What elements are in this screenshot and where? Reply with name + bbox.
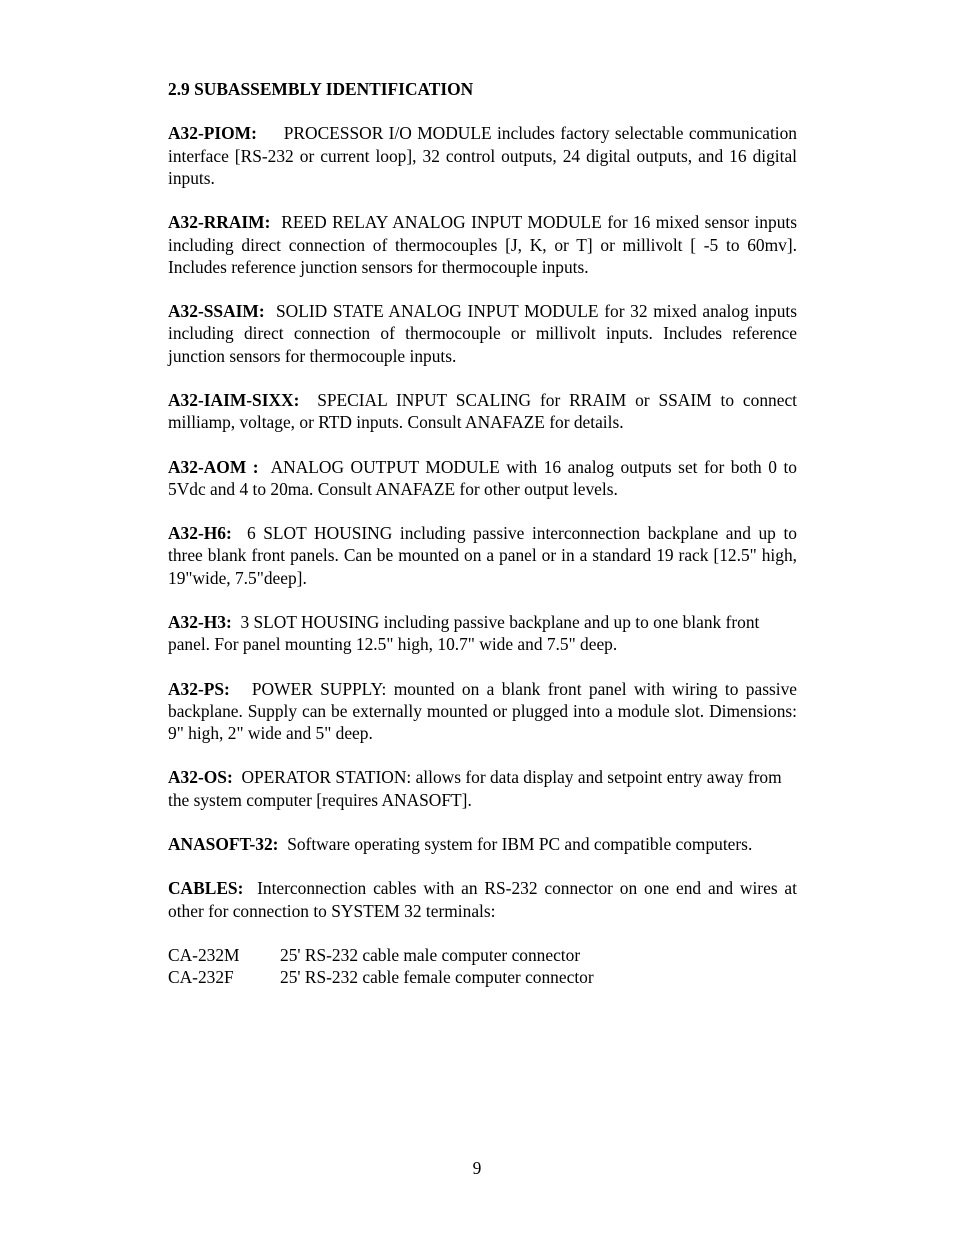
item-a32-piom xyxy=(168,122,797,189)
item-a32-os xyxy=(168,766,797,810)
item-a32-h3 xyxy=(168,611,797,655)
item-code: A32-PS: xyxy=(168,678,230,699)
item-description: SOLID STATE ANALOG INPUT MODULE for 32 mixed analog inputs including direct connection of thermocouple or millivolt inputs. Includes reference junction sensors for thermocouple inputs. xyxy=(168,301,797,366)
cable-description: 25' RS-232 cable male computer connector xyxy=(280,944,581,965)
item-description: OPERATOR STATION: allows for data display and setpoint entry away from the system computer [requires ANASOFT]. xyxy=(168,767,782,810)
item-code: A32-PIOM: xyxy=(168,123,257,144)
cable-row xyxy=(168,966,797,988)
item-a32-aom xyxy=(168,456,797,500)
cable-row xyxy=(168,944,797,966)
item-code: ANASOFT-32: xyxy=(168,833,279,854)
cable-description: 25' RS-232 cable female computer connector xyxy=(280,967,594,988)
cable-list xyxy=(168,944,797,988)
item-description: PROCESSOR I/O MODULE includes factory selectable communication interface [RS-232 or current loop], 32 control outputs, 24 digital outputs, and 16 digital inputs. xyxy=(168,123,798,188)
item-description: Interconnection cables with an RS-232 connector on one end and wires at other for connection to SYSTEM 32 terminals: xyxy=(168,878,797,921)
document-page xyxy=(168,78,797,988)
item-code: A32-IAIM-SIXX: xyxy=(168,389,300,410)
item-code: A32-SSAIM: xyxy=(168,301,265,322)
item-code: A32-AOM : xyxy=(168,456,259,477)
item-anasoft-32 xyxy=(168,833,797,855)
item-a32-h6 xyxy=(168,522,797,589)
section-heading: 2.9 SUBASSEMBLY IDENTIFICATION xyxy=(168,79,474,99)
item-code: A32-H6: xyxy=(168,523,232,544)
item-a32-rraim xyxy=(168,211,797,278)
item-description: SPECIAL INPUT SCALING for RRAIM or SSAIM to connect milliamp, voltage, or RTD inputs. Consult ANAFAZE for details. xyxy=(168,389,797,433)
cable-code: CA-232F xyxy=(168,967,234,988)
item-description: POWER SUPPLY: mounted on a blank front panel with wiring to passive backplane. Supply can be externally mounted or plugged into a module slot. Dimensions: 9" high, 2" wide and 5" deep. xyxy=(168,678,797,743)
item-description: REED RELAY ANALOG INPUT MODULE for 16 mixed sensor inputs including direct connection of thermocouples [J, K, or T] or millivolt [ -5 to 60mv]. Includes reference junction sensors for thermocouple inputs. xyxy=(168,212,797,277)
page-number: 9 xyxy=(472,1158,482,1178)
item-code: CABLES: xyxy=(168,878,244,899)
item-description: 3 SLOT HOUSING including passive backplane and up to one blank front panel. For panel mounting 12.5" high, 10.7" wide and 7.5" deep. xyxy=(168,611,760,655)
item-a32-ssaim xyxy=(168,300,797,367)
item-description: Software operating system for IBM PC and compatible computers. xyxy=(287,833,753,854)
cable-code: CA-232M xyxy=(168,944,240,965)
item-description: ANALOG OUTPUT MODULE with 16 analog outputs set for both 0 to 5Vdc and 4 to 20ma. Consult ANAFAZE for other output levels. xyxy=(168,456,797,499)
item-a32-ps xyxy=(168,678,797,745)
item-code: A32-H3: xyxy=(168,611,232,632)
item-code: A32-RRAIM: xyxy=(168,212,271,233)
item-description: 6 SLOT HOUSING including passive interconnection backplane and up to three blank front panels. Can be mounted on a panel or in a standard 19 rack [12.5" high, 19"wide, 7.5"deep]. xyxy=(168,523,798,588)
item-a32-iaim-sixx xyxy=(168,389,797,433)
item-cables xyxy=(168,877,797,921)
item-code: A32-OS: xyxy=(168,767,233,788)
